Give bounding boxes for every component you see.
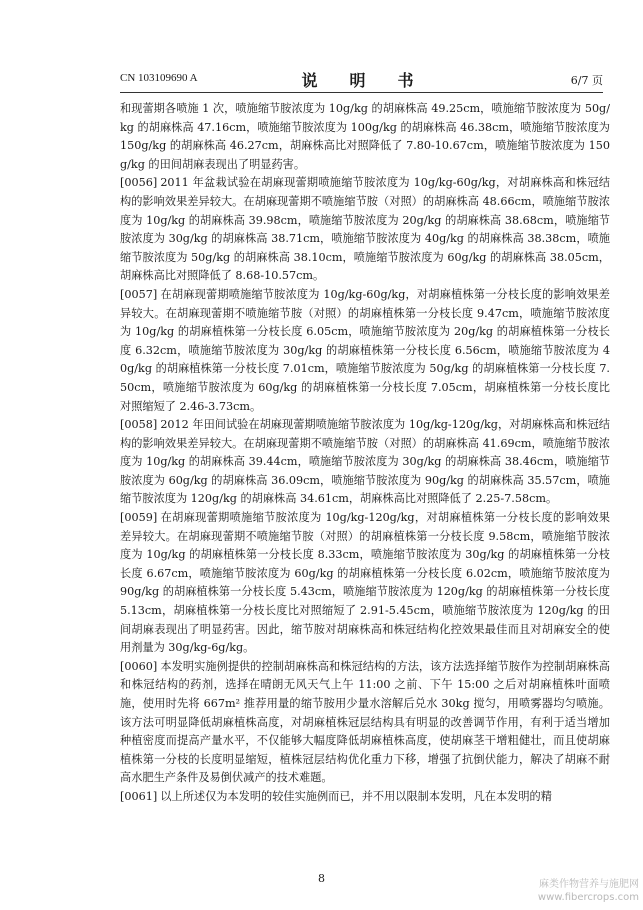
- paragraph-text: 本发明实施例提供的控制胡麻株高和株冠结构的方法，该方法选择缩节胺作为控制胡麻株高和株冠结构的药剂，选择在晴朗无风天气上午 11:00 之前、下午 15:00 之后对胡麻植株叶面喷施，使用时先将 667m² 推荐用量的缩节胺用少量水溶解后兑水 30kg 搅匀，用喷雾器均匀喷施。该方法可明显降低胡麻植株高度，对胡麻植株冠层结构具有明显的改善调节作用，有利于适当增加种植密度而提高产量水平，不仅能够大幅度降低胡麻植株高度，使胡麻茎干增粗健壮，而且使胡麻植株第一分枝的长度明显缩短，植株冠层结构优化重力下移，增强了抗倒伏能力，解决了胡麻不耐高水肥生产条件及易倒伏减产的技术难题。: [120, 659, 610, 785]
- description-body: [120, 100, 610, 807]
- paragraph-0058: [120, 416, 610, 509]
- watermark-site-name: 麻类作物营养与施肥网: [539, 879, 639, 890]
- document-number: CN 103109690 A: [120, 72, 198, 84]
- watermark-url: www.fibercrops.com: [537, 892, 639, 903]
- paragraph-number: [0060]: [120, 659, 158, 673]
- paragraph-number: [0061]: [120, 789, 158, 803]
- paragraph-text: 在胡麻现蕾期喷施缩节胺浓度为 10g/kg-60g/kg，对胡麻植株第一分枝长度的影响效果差异较大。在胡麻现蕾期不喷施缩节胺（对照）的胡麻植株第一分枝长度 9.47cm，喷施缩节胺浓度为 10g/kg 的胡麻植株第一分枝长度 6.05cm，喷施缩节胺浓度为 20g/kg 的胡麻植株第一分枝长度 6.32cm，喷施缩节胺浓度为 30g/kg 的胡麻植株第一分枝长度 6.56cm，喷施缩节胺浓度为 40g/kg 的胡麻植株第一分枝长度 7.01cm，喷施缩节胺浓度为 50g/kg 的胡麻植株第一分枝长度 7.50cm，喷施缩节胺浓度为 60g/kg 的胡麻植株第一分枝长度 7.05cm，胡麻植株第一分枝长度比对照缩短了 2.46-3.73cm。: [120, 287, 610, 413]
- page-header: [120, 68, 603, 90]
- paragraph-text: 和现蕾期各喷施 1 次，喷施缩节胺浓度为 10g/kg 的胡麻株高 49.25cm，喷施缩节胺浓度为 50g/kg 的胡麻株高 47.16cm，喷施缩节胺浓度为 100g/kg 的胡麻株高 46.38cm，喷施缩节胺浓度为 150g/kg 的胡麻株高 46.27cm，胡麻株高比对照降低了 7.80-10.67cm，喷施缩节胺浓度为 150g/kg 的田间胡麻表现出了明显药害。: [120, 102, 610, 171]
- paragraph-text: 2012 年田间试验在胡麻现蕾期喷施缩节胺浓度为 10g/kg-120g/kg，对胡麻株高和株冠结构的影响效果差异较大。在胡麻现蕾期不喷施缩节胺（对照）的胡麻株高 41.69cm，喷施缩节胺浓度为 10g/kg 的胡麻株高 39.44cm，喷施缩节胺浓度为 30g/kg 的胡麻株高 38.46cm，喷施缩节胺浓度为 60g/kg 的胡麻株高 36.09cm，喷施缩节胺浓度为 90g/kg 的胡麻株高 35.57cm，喷施缩节胺浓度为 120g/kg 的胡麻株高 34.61cm，胡麻株高比对照降低了 2.25-7.58cm。: [120, 418, 610, 506]
- paragraph-text: 在胡麻现蕾期喷施缩节胺浓度为 10g/kg-120g/kg，对胡麻植株第一分枝长度的影响效果差异较大。在胡麻现蕾期不喷施缩节胺（对照）的胡麻植株第一分枝长度 9.58cm，喷施缩节胺浓度为 10g/kg 的胡麻植株第一分枝长度 8.33cm，喷施缩节胺浓度为 30g/kg 的胡麻植株第一分枝长度 6.67cm，喷施缩节胺浓度为 60g/kg 的胡麻植株第一分枝长度 6.02cm，喷施缩节胺浓度为 90g/kg 的胡麻植株第一分枝长度 5.43cm，喷施缩节胺浓度为 120g/kg 的胡麻植株第一分枝长度 5.13cm，胡麻植株第一分枝长度比对照缩短了 2.91-5.45cm，喷施缩节胺浓度为 120g/kg 的田间胡麻表现出了明显药害。因此，缩节胺对胡麻株高和株冠结构化控效果最佳而且对胡麻安全的使用剂量为 30g/kg-6g/kg。: [120, 511, 610, 655]
- paragraph-number: [0059]: [120, 511, 158, 525]
- page-number: 8: [318, 872, 325, 885]
- paragraph-number: [0056]: [120, 176, 158, 190]
- paragraph-0060: [120, 658, 610, 788]
- document-title: 说 明 书: [301, 71, 422, 90]
- paragraph-number: [0058]: [120, 418, 158, 432]
- paragraph-text: 以上所述仅为本发明的较佳实施例而已，并不用以限制本发明，凡在本发明的精: [160, 789, 552, 803]
- header-divider: [120, 92, 603, 93]
- site-watermark: [538, 878, 639, 904]
- paragraph-number: [0057]: [120, 287, 158, 301]
- paragraph-text: 2011 年盆栽试验在胡麻现蕾期喷施缩节胺浓度为 10g/kg-60g/kg，对胡麻株高和株冠结构的影响效果差异较大。在胡麻现蕾期不喷施缩节胺（对照）的胡麻株高 48.66cm，喷施缩节胺浓度为 10g/kg 的胡麻株高 39.98cm，喷施缩节胺浓度为 20g/kg 的胡麻株高 38.68cm，喷施缩节胺浓度为 30g/kg 的胡麻株高 38.71cm，喷施缩节胺浓度为 40g/kg 的胡麻株高 38.38cm，喷施缩节胺浓度为 50g/kg 的胡麻株高 38.10cm，喷施缩节胺浓度为 60g/kg 的胡麻株高 38.05cm，胡麻株高比对照降低了 8.68-10.57cm。: [120, 176, 610, 283]
- paragraph-0059: [120, 509, 610, 658]
- page-reference: 6/7 页: [570, 74, 603, 87]
- paragraph-continuation: [120, 100, 610, 174]
- paragraph-0056: [120, 174, 610, 286]
- paragraph-0061: [120, 788, 610, 807]
- paragraph-0057: [120, 286, 610, 416]
